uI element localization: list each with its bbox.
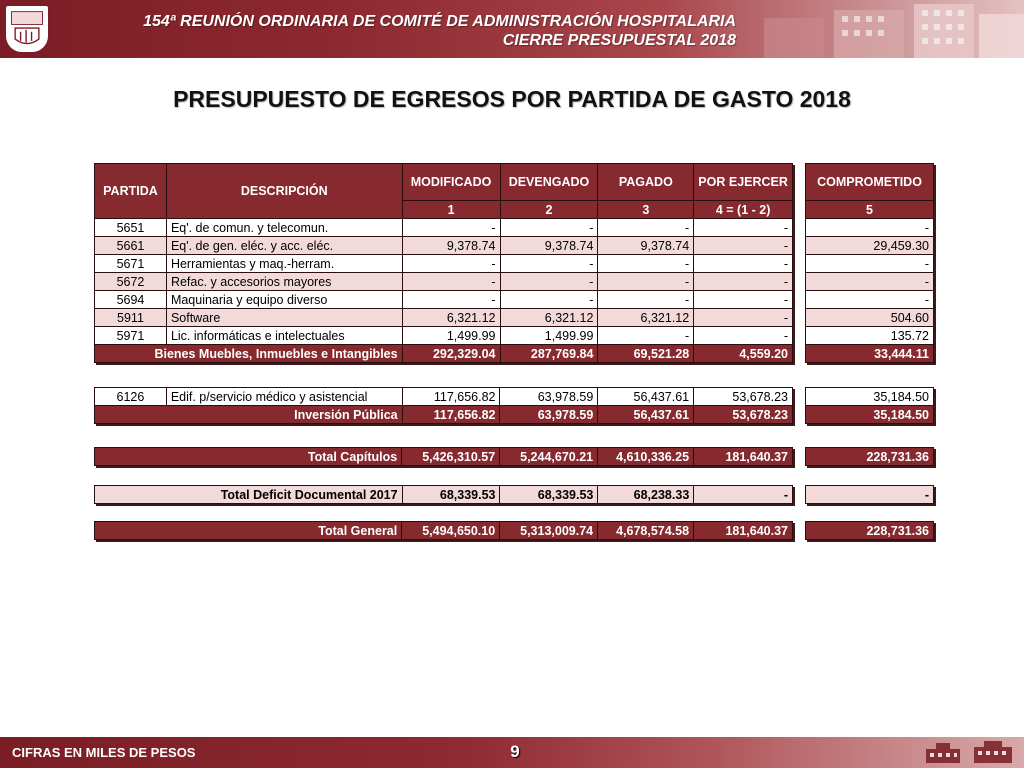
cell-devengado: - — [500, 291, 598, 309]
cell-comprometido: - — [806, 219, 934, 237]
cell-pagado: 6,321.12 — [598, 309, 694, 327]
cell-devengado: 287,769.84 — [500, 345, 598, 363]
inversion-table — [94, 387, 793, 424]
cell-modificado: 9,378.74 — [402, 237, 500, 255]
col-number-2: 2 — [500, 201, 598, 219]
col-header-pagado: PAGADO — [598, 164, 694, 201]
total-capitulos-row — [95, 448, 793, 466]
hospital-building-image — [754, 0, 1024, 58]
cell-modificado: 5,494,650.10 — [402, 522, 500, 540]
cell-pagado: 56,437.61 — [598, 388, 694, 406]
cell-por-ejercer: - — [694, 291, 793, 309]
cell-por-ejercer: 181,640.37 — [694, 448, 793, 466]
university-logo — [4, 4, 50, 54]
inversion-comprometido-table — [805, 387, 934, 424]
cell-partida: 5694 — [95, 291, 167, 309]
cell-por-ejercer: 53,678.23 — [694, 406, 793, 424]
banner-line1: 154ª REUNIÓN ORDINARIA DE COMITÉ DE ADMINISTRACIÓN HOSPITALARIA — [143, 13, 736, 30]
table-row — [95, 388, 793, 406]
col-number-4: 4 = (1 - 2) — [694, 201, 793, 219]
total-capitulos-table — [94, 447, 793, 466]
col-header-partida: PARTIDA — [95, 164, 167, 219]
cell-devengado: - — [500, 273, 598, 291]
cell-modificado: 5,426,310.57 — [402, 448, 500, 466]
subtotal-row-inversion — [95, 406, 793, 424]
cell-partida: 5911 — [95, 309, 167, 327]
cell-descripcion: Maquinaria y equipo diverso — [166, 291, 402, 309]
cell-comprometido: 35,184.50 — [806, 406, 934, 424]
col-header-por-ejercer: POR EJERCER — [694, 164, 793, 201]
page-number: 9 — [510, 742, 520, 761]
cell-partida: 5651 — [95, 219, 167, 237]
table-row — [95, 309, 793, 327]
cell-devengado: 6,321.12 — [500, 309, 598, 327]
table-row — [95, 327, 793, 345]
cell-devengado: 5,313,009.74 — [500, 522, 598, 540]
cell-comprometido: - — [806, 255, 934, 273]
cell-comprometido: 504.60 — [806, 309, 934, 327]
cell-pagado: 4,678,574.58 — [598, 522, 694, 540]
col-number-3: 3 — [598, 201, 694, 219]
col-header-comprometido: COMPROMETIDO — [806, 164, 934, 201]
cell-por-ejercer: 181,640.37 — [694, 522, 793, 540]
cell-por-ejercer: - — [694, 486, 793, 504]
cell-comprometido: 228,731.36 — [806, 448, 934, 466]
footer-note: CIFRAS EN MILES DE PESOS — [12, 745, 196, 760]
cell-pagado: 56,437.61 — [598, 406, 694, 424]
cell-comprometido: - — [806, 486, 934, 504]
total-capitulos-comprometido — [805, 447, 934, 466]
total-label: Total Deficit Documental 2017 — [95, 486, 403, 504]
cell-partida: 5661 — [95, 237, 167, 255]
subtotal-row-bienes — [95, 345, 793, 363]
col-number-5: 5 — [806, 201, 934, 219]
cell-modificado: - — [402, 273, 500, 291]
cell-por-ejercer: - — [694, 237, 793, 255]
table-row — [95, 219, 793, 237]
cell-comprometido: 35,184.50 — [806, 388, 934, 406]
cell-devengado: 9,378.74 — [500, 237, 598, 255]
cell-descripcion: Refac. y accesorios mayores — [166, 273, 402, 291]
hospital-emblem-icon — [922, 739, 1018, 767]
cell-por-ejercer: - — [694, 219, 793, 237]
cell-comprometido: 29,459.30 — [806, 237, 934, 255]
cell-pagado: - — [598, 273, 694, 291]
cell-descripcion: Software — [166, 309, 402, 327]
cell-por-ejercer: - — [694, 309, 793, 327]
cell-pagado: 69,521.28 — [598, 345, 694, 363]
cell-pagado: - — [598, 327, 694, 345]
table-row — [95, 291, 793, 309]
cell-partida: 6126 — [95, 388, 167, 406]
cell-comprometido: 135.72 — [806, 327, 934, 345]
table-row — [95, 273, 793, 291]
col-header-devengado: DEVENGADO — [500, 164, 598, 201]
cell-comprometido: 228,731.36 — [806, 522, 934, 540]
cell-por-ejercer: 4,559.20 — [694, 345, 793, 363]
header-banner — [0, 0, 1024, 58]
total-general-table — [94, 521, 793, 540]
subtotal-label: Bienes Muebles, Inmuebles e Intangibles — [95, 345, 403, 363]
cell-por-ejercer: - — [694, 273, 793, 291]
cell-descripcion: Edif. p/servicio médico y asistencial — [166, 388, 402, 406]
cell-comprometido: 33,444.11 — [806, 345, 934, 363]
cell-pagado: 68,238.33 — [598, 486, 694, 504]
budget-table — [94, 163, 793, 363]
cell-modificado: 117,656.82 — [402, 388, 500, 406]
cell-por-ejercer: - — [694, 327, 793, 345]
total-label: Total General — [95, 522, 402, 540]
col-number-1: 1 — [402, 201, 500, 219]
banner-line2: CIERRE PRESUPUESTAL 2018 — [502, 32, 736, 49]
cell-partida: 5971 — [95, 327, 167, 345]
footer-bar — [0, 737, 1024, 768]
cell-modificado: - — [402, 291, 500, 309]
cell-pagado: - — [598, 291, 694, 309]
cell-pagado: - — [598, 219, 694, 237]
cell-pagado: 4,610,336.25 — [598, 448, 694, 466]
cell-modificado: - — [402, 219, 500, 237]
cell-modificado: 117,656.82 — [402, 406, 500, 424]
cell-descripcion: Lic. informáticas e intelectuales — [166, 327, 402, 345]
cell-pagado: - — [598, 255, 694, 273]
cell-descripcion: Eq'. de comun. y telecomun. — [166, 219, 402, 237]
total-deficit-row — [95, 486, 793, 504]
cell-modificado: - — [402, 255, 500, 273]
cell-modificado: 68,339.53 — [402, 486, 500, 504]
total-label: Total Capítulos — [95, 448, 402, 466]
subtotal-label: Inversión Pública — [95, 406, 403, 424]
cell-por-ejercer: 53,678.23 — [694, 388, 793, 406]
cell-devengado: 68,339.53 — [500, 486, 598, 504]
cell-modificado: 292,329.04 — [402, 345, 500, 363]
total-deficit-table — [94, 485, 793, 504]
cell-partida: 5671 — [95, 255, 167, 273]
total-deficit-comprometido — [805, 485, 934, 504]
cell-devengado: - — [500, 255, 598, 273]
page-title: PRESUPUESTO DE EGRESOS POR PARTIDA DE GASTO 2018 — [173, 86, 851, 112]
cell-devengado: 63,978.59 — [500, 388, 598, 406]
cell-devengado: 63,978.59 — [500, 406, 598, 424]
cell-descripcion: Herramientas y maq.-herram. — [166, 255, 402, 273]
cell-modificado: 6,321.12 — [402, 309, 500, 327]
banner-title — [60, 12, 736, 50]
table-row — [95, 237, 793, 255]
cell-pagado: 9,378.74 — [598, 237, 694, 255]
cell-por-ejercer: - — [694, 255, 793, 273]
cell-partida: 5672 — [95, 273, 167, 291]
cell-descripcion: Eq'. de gen. eléc. y acc. eléc. — [166, 237, 402, 255]
total-general-row — [95, 522, 793, 540]
cell-devengado: 5,244,670.21 — [500, 448, 598, 466]
total-general-comprometido — [805, 521, 934, 540]
cell-comprometido: - — [806, 273, 934, 291]
col-header-descripcion: DESCRIPCIÓN — [166, 164, 402, 219]
table-row — [95, 255, 793, 273]
cell-modificado: 1,499.99 — [402, 327, 500, 345]
col-header-modificado: MODIFICADO — [402, 164, 500, 201]
cell-devengado: - — [500, 219, 598, 237]
cell-devengado: 1,499.99 — [500, 327, 598, 345]
cell-comprometido: - — [806, 291, 934, 309]
comprometido-table — [805, 163, 934, 363]
